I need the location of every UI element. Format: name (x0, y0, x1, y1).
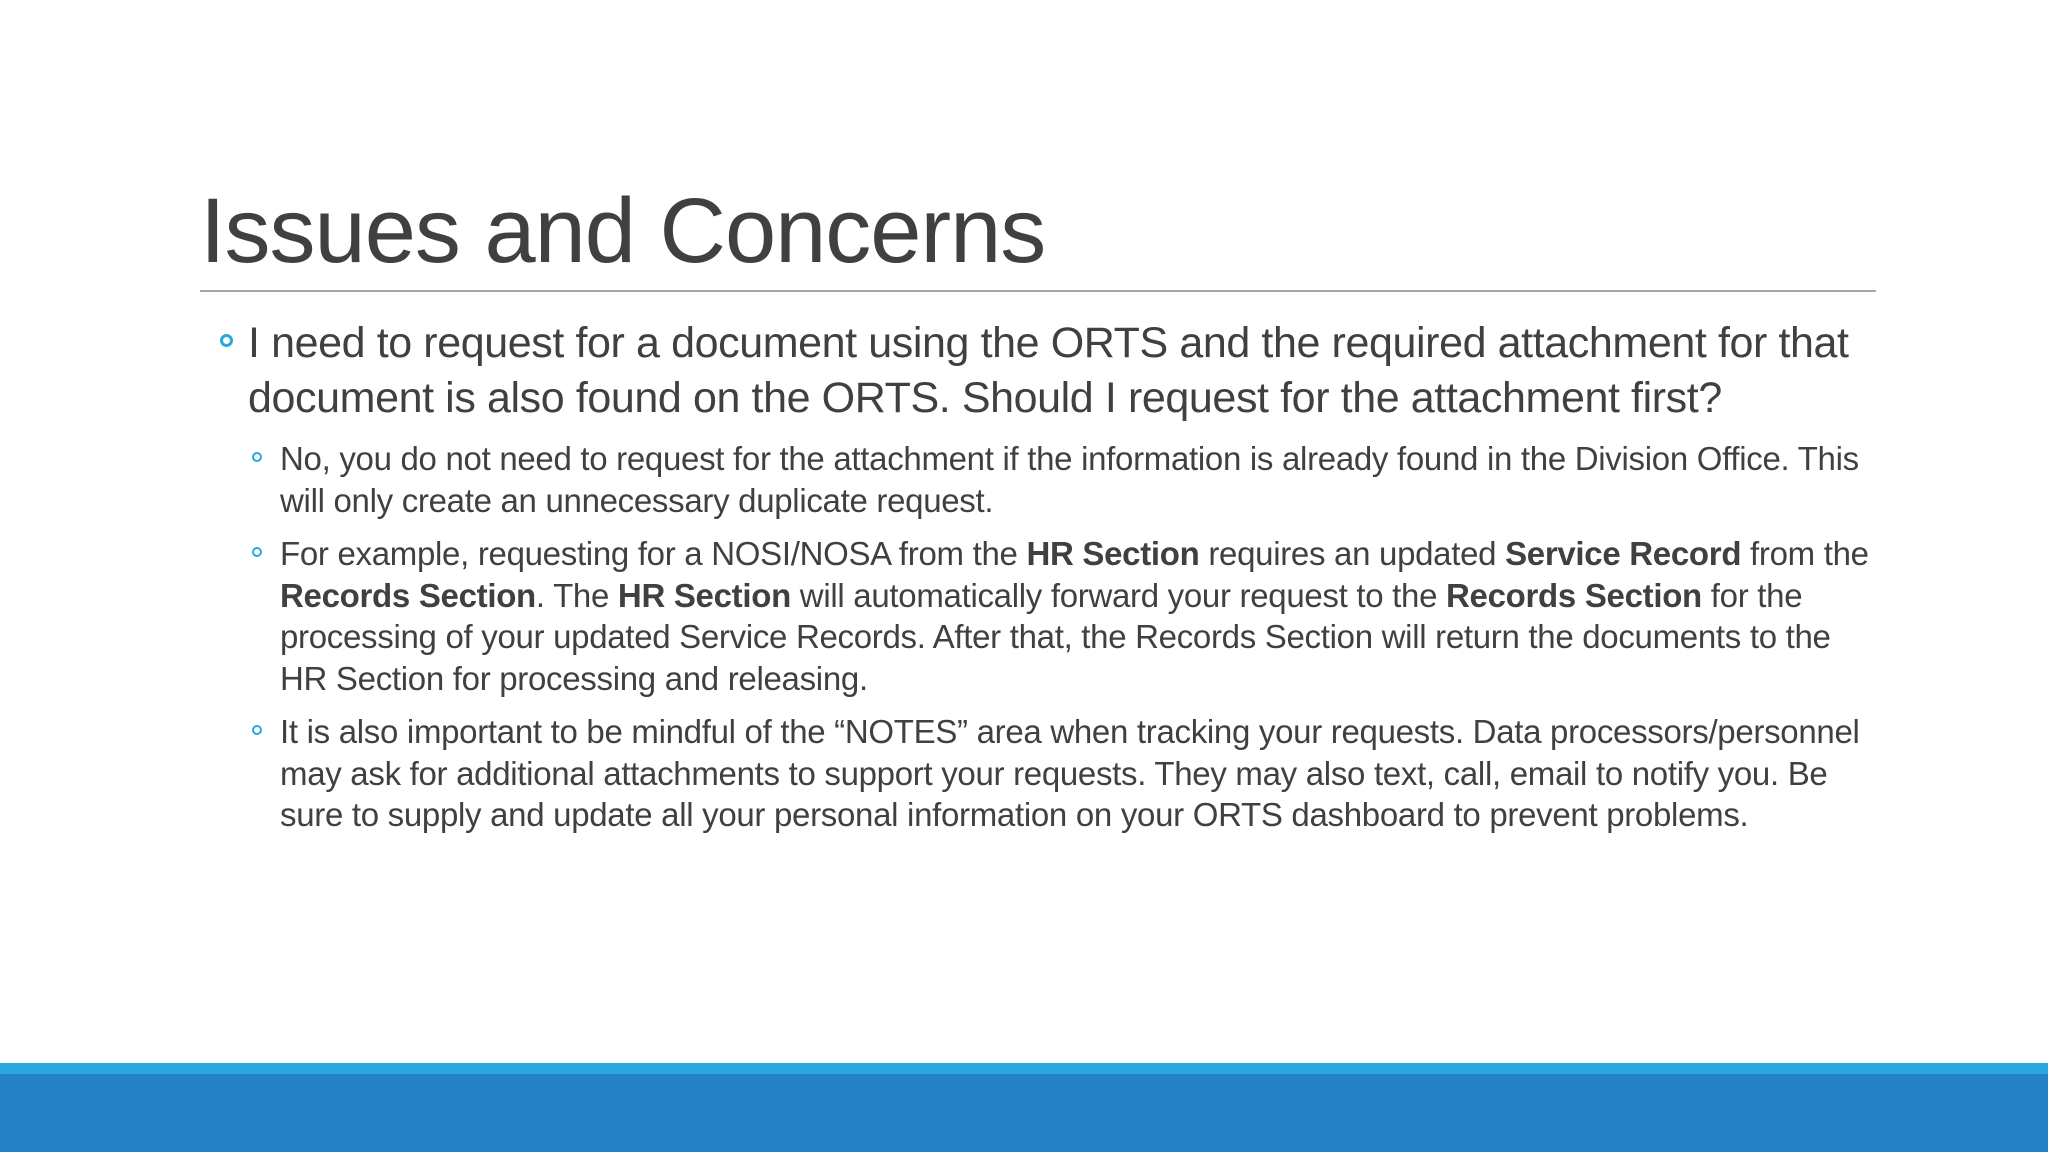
answer-1-text: No, you do not need to request for the attachment if the information is already found in the Division Office. This will only create an unnecessary duplicate request. (280, 440, 1859, 519)
question-text: I need to request for a document using the ORTS and the required attachment for that document is also found on the ORTS. Should I request for the attachment first? (248, 319, 1849, 422)
answer-2-bold-records-section: Records Section (1446, 576, 1702, 614)
answer-2-bold-hr-section: HR Section (617, 576, 791, 614)
answer-list (200, 438, 1876, 836)
footer-band (0, 1074, 2048, 1152)
slide-title: Issues and Concerns (200, 180, 1046, 282)
bullet-circle-icon (252, 725, 262, 735)
question-bullet (200, 316, 1876, 426)
answer-2-part: from the (1741, 535, 1869, 572)
answer-2-part: will automatically forward your request to the (790, 576, 1446, 614)
answer-2-part: . The (535, 576, 618, 614)
title-divider (200, 290, 1876, 292)
answer-2-text (280, 535, 1869, 697)
answer-2-bold-service-record: Service Record (1505, 535, 1742, 572)
answer-2-part: For example, requesting for a NOSI/NOSA from the (280, 535, 1027, 572)
answer-item-3 (248, 711, 1876, 836)
answer-2-part: requires an updated (1199, 535, 1506, 572)
answer-2-part: for the processing of your updated Service Records. After that, the Records Section will return the documents to the HR Section for processing and releasing. (280, 576, 1831, 697)
bullet-circle-icon (220, 334, 233, 347)
answer-2-bold-hr-section: HR Section (1026, 535, 1200, 572)
answer-item-1 (248, 438, 1876, 521)
answer-3-text: It is also important to be mindful of the “NOTES” area when tracking your requests. Data processors/personnel may ask for additional attachments to support your requests. They may also text, call, email to notify you. Be sure to supply and update all your personal information on your ORTS dashboard to prevent problems. (280, 713, 1860, 833)
answer-item-2 (248, 533, 1876, 699)
answer-2-bold-records-section: Records Section (280, 576, 536, 614)
slide-content (200, 316, 1876, 848)
bullet-circle-icon (252, 452, 262, 462)
footer-accent-stripe (0, 1063, 2048, 1074)
bullet-circle-icon (252, 547, 262, 557)
